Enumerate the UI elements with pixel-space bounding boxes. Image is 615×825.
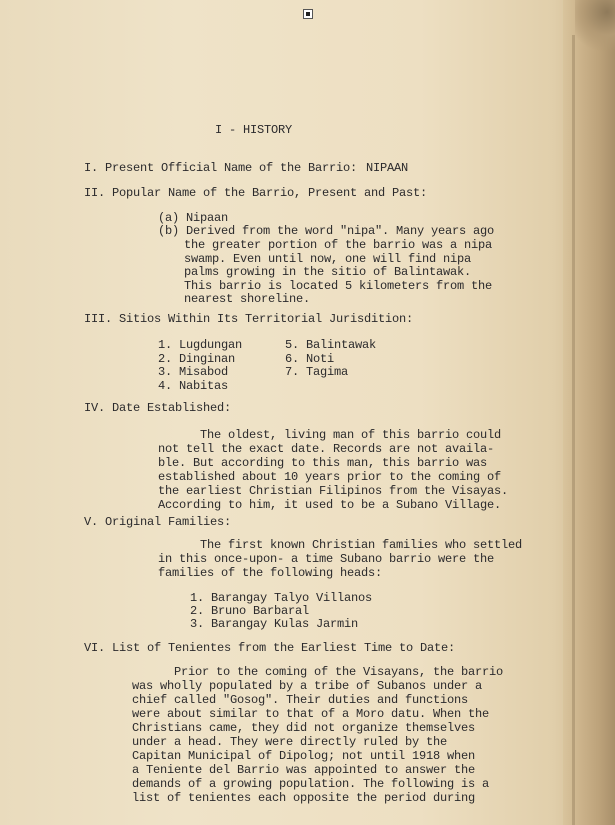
sitio-item: 2. Dinginan — [158, 352, 236, 366]
official-name-value: NIPAAN — [366, 161, 409, 175]
popular-name-item-b-line: the greater portion of the barrio was a nipa — [184, 238, 493, 252]
popular-name-item-b-line: swamp. Even until now, one will find nipa — [184, 252, 472, 266]
paragraph-line: established about 10 years prior to the coming of — [158, 470, 502, 484]
popular-name-item-b-line: palms growing in the sitio of Balintawak. — [184, 265, 472, 279]
popular-name-item-b-line: (b) Derived from the word "nipa". Many years ago — [158, 224, 495, 238]
original-families-label: V. Original Families: — [84, 515, 232, 529]
paragraph-line: According to him, it used to be a Subano Village. — [158, 498, 502, 512]
paragraph-line: ble. But according to this man, this barrio was — [158, 456, 488, 470]
sitio-item: 4. Nabitas — [158, 379, 229, 393]
paragraph-line: in this once-upon- a time Subano barrio were the — [158, 552, 495, 566]
page-edge — [563, 0, 615, 825]
sitio-item: 1. Lugdungan — [158, 338, 243, 352]
family-item: 3. Barangay Kulas Jarmin — [190, 617, 359, 631]
tenientes-label: VI. List of Tenientes from the Earliest Time to Date: — [84, 641, 456, 655]
popular-name-item-a: (a) Nipaan — [158, 211, 229, 225]
paragraph-line: The oldest, living man of this barrio could — [158, 428, 502, 442]
paragraph-line: were about similar to that of a Moro datu. When the — [132, 707, 490, 721]
popular-name-label: II. Popular Name of the Barrio, Present and Past: — [84, 186, 428, 200]
paragraph-line: the earliest Christian Filipinos from the Visayas. — [158, 484, 509, 498]
sitio-item: 7. Tagima — [285, 365, 349, 379]
paragraph-line: chief called "Gosog". Their duties and functions — [132, 693, 469, 707]
popular-name-item-b-line: nearest shoreline. — [184, 292, 311, 306]
paragraph-line: The first known Christian families who settled — [158, 538, 523, 552]
date-established-label: IV. Date Established: — [84, 401, 232, 415]
family-item: 1. Barangay Talyo Villanos — [190, 591, 373, 605]
sitio-item: 3. Misabod — [158, 365, 229, 379]
paragraph-line: under a head. They were directly ruled by the — [132, 735, 448, 749]
paragraph-line: not tell the exact date. Records are not availa- — [158, 442, 495, 456]
paragraph-line: was wholly populated by a tribe of Subanos under a — [132, 679, 483, 693]
punch-hole-icon — [303, 9, 313, 19]
page-heading: I - HISTORY — [215, 123, 293, 137]
paragraph-line: a Teniente del Barrio was appointed to answer the — [132, 763, 476, 777]
paragraph-line: demands of a growing population. The following is a — [132, 777, 490, 791]
paragraph-line: Capitan Municipal of Dipolog; not until 1918 when — [132, 749, 476, 763]
popular-name-item-b-line: This barrio is located 5 kilometers from the — [184, 279, 493, 293]
paragraph-line: Christians came, they did not organize themselves — [132, 721, 476, 735]
sitio-item: 5. Balintawak — [285, 338, 377, 352]
paragraph-line: Prior to the coming of the Visayans, the barrio — [132, 665, 504, 679]
family-item: 2. Bruno Barbaral — [190, 604, 310, 618]
sitio-item: 6. Noti — [285, 352, 335, 366]
page-edge-shadow — [572, 35, 575, 825]
official-name-label: I. Present Official Name of the Barrio: NIPAAN — [84, 161, 409, 175]
paragraph-line: list of tenientes each opposite the period during — [132, 791, 476, 805]
paragraph-line: families of the following heads: — [158, 566, 383, 580]
torn-corner — [575, 0, 615, 60]
sitios-label: III. Sitios Within Its Territorial Jurisdition: — [84, 312, 414, 326]
